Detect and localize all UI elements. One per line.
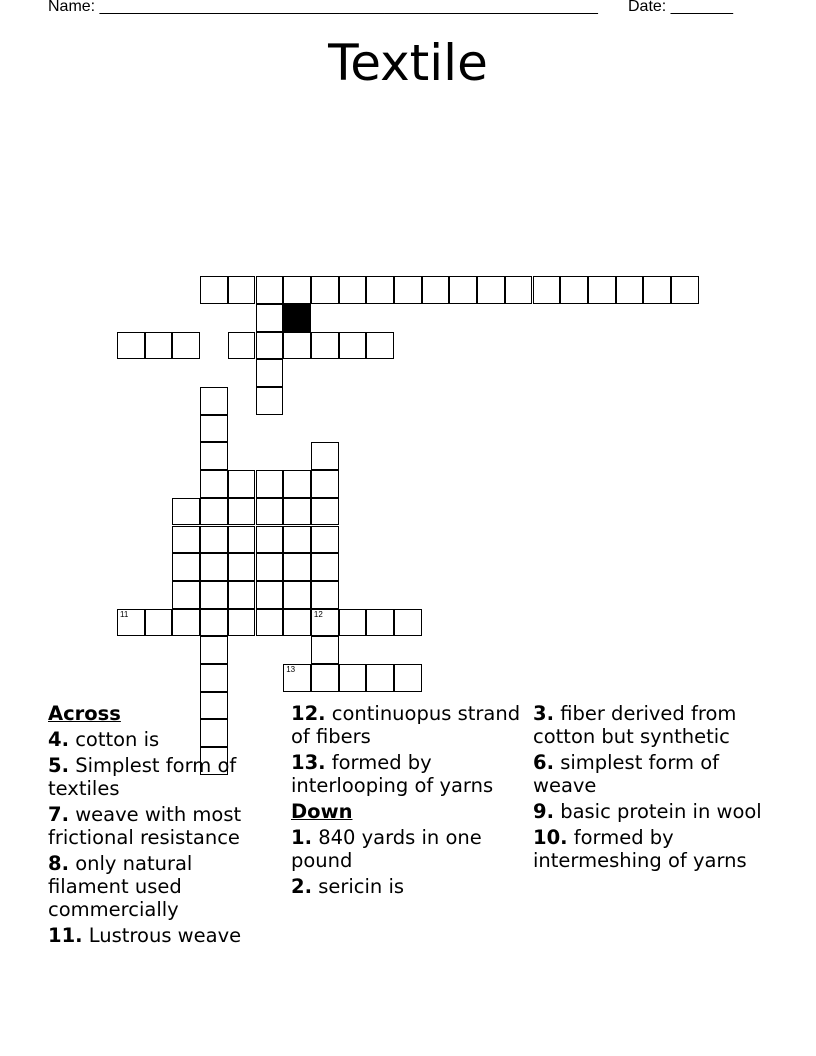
- grid-cell-11: [117, 609, 145, 637]
- grid-cell: [200, 442, 228, 470]
- grid-cell: [256, 359, 284, 387]
- grid-cell: [228, 581, 256, 609]
- grid-cell: [533, 276, 561, 304]
- grid-cell: [200, 498, 228, 526]
- grid-cell: [339, 664, 367, 692]
- grid-cell: [172, 498, 200, 526]
- grid-cell: [228, 609, 256, 637]
- grid-cell: [172, 332, 200, 360]
- clue-across-5: 5. Simplest form of textiles: [48, 754, 237, 800]
- clue-down-9: 9. basic protein in wool: [533, 800, 762, 823]
- clue-across-4: 4. cotton is: [48, 728, 160, 751]
- grid-cell: [283, 498, 311, 526]
- clue-column-1: [48, 702, 278, 950]
- name-field-label: Name: ________________________________________________________: [48, 0, 598, 15]
- grid-cell: [643, 276, 671, 304]
- grid-cell: [200, 581, 228, 609]
- grid-cell: [228, 526, 256, 554]
- grid-cell: [311, 442, 339, 470]
- grid-cell: [256, 304, 284, 332]
- grid-cell: [256, 609, 284, 637]
- clue-down-2: 2. sericin is: [291, 875, 405, 898]
- grid-cell: [339, 609, 367, 637]
- grid-cell: [616, 276, 644, 304]
- grid-cell: [256, 387, 284, 415]
- grid-cell: [283, 581, 311, 609]
- grid-cell: [228, 332, 256, 360]
- grid-cell: [283, 526, 311, 554]
- grid-cell-13: [283, 664, 311, 692]
- grid-cell: [366, 664, 394, 692]
- grid-cell: [228, 553, 256, 581]
- grid-cell: [394, 664, 422, 692]
- grid-cell: [145, 332, 173, 360]
- grid-cell: [200, 664, 228, 692]
- black-square: [283, 304, 311, 332]
- grid-cell: [449, 276, 477, 304]
- grid-cell: [228, 470, 256, 498]
- grid-cell: [311, 581, 339, 609]
- grid-cell: [283, 470, 311, 498]
- grid-cell: [339, 332, 367, 360]
- grid-cell: [311, 553, 339, 581]
- grid-cell: [283, 609, 311, 637]
- across-heading: Across: [48, 702, 121, 725]
- grid-cell: [256, 498, 284, 526]
- down-heading: Down: [291, 800, 353, 823]
- grid-cell: [200, 553, 228, 581]
- grid-cell: [394, 609, 422, 637]
- clue-down-3: 3. fiber derived from cotton but synthetic: [533, 702, 737, 748]
- grid-cell: [256, 332, 284, 360]
- grid-cell: [311, 498, 339, 526]
- grid-cell: [200, 609, 228, 637]
- grid-cell: [200, 387, 228, 415]
- clue-across-7: 7. weave with most frictional resistance: [48, 803, 242, 849]
- clue-down-10: 10. formed by intermeshing of yarns: [533, 826, 747, 872]
- clue-number: 12: [313, 609, 323, 619]
- grid-cell: [228, 498, 256, 526]
- grid-cell: [394, 276, 422, 304]
- grid-cell: [311, 636, 339, 664]
- grid-cell: [311, 470, 339, 498]
- grid-cell: [172, 553, 200, 581]
- grid-cell-12: [311, 609, 339, 637]
- grid-cell: [145, 609, 173, 637]
- grid-cell: [256, 553, 284, 581]
- grid-cell: [172, 581, 200, 609]
- grid-cell: [256, 526, 284, 554]
- clue-column-3: [533, 702, 773, 875]
- grid-cell: [200, 636, 228, 664]
- grid-cell: [311, 526, 339, 554]
- clue-across-8: 8. only natural filament used commercially: [48, 852, 193, 921]
- puzzle-title: Textile: [328, 34, 488, 92]
- clue-down-6: 6. simplest form of weave: [533, 751, 720, 797]
- date-field-label: Date: _______: [628, 0, 733, 15]
- grid-cell: [339, 276, 367, 304]
- grid-cell: [311, 276, 339, 304]
- grid-cell: [256, 470, 284, 498]
- grid-cell: [311, 332, 339, 360]
- clue-number: 11: [120, 609, 129, 619]
- grid-cell: [256, 581, 284, 609]
- grid-cell: [422, 276, 450, 304]
- grid-cell: [228, 276, 256, 304]
- grid-cell: [366, 609, 394, 637]
- clue-down-1: 1. 840 yards in one pound: [291, 826, 482, 872]
- grid-cell: [671, 276, 699, 304]
- grid-cell: [311, 664, 339, 692]
- grid-cell: [200, 276, 228, 304]
- grid-cell: [172, 609, 200, 637]
- grid-cell: [200, 415, 228, 443]
- grid-cell: [366, 332, 394, 360]
- grid-cell: [283, 332, 311, 360]
- clue-across-11: 11. Lustrous weave: [48, 924, 242, 947]
- grid-cell: [283, 276, 311, 304]
- grid-cell: [283, 553, 311, 581]
- clue-across-12: 12. continuopus strand of fibers: [291, 702, 521, 748]
- clue-across-13: 13. formed by interlooping of yarns: [291, 751, 494, 797]
- clue-number: 13: [286, 665, 296, 674]
- grid-cell: [200, 470, 228, 498]
- grid-cell: [200, 526, 228, 554]
- grid-cell: [588, 276, 616, 304]
- grid-cell: [477, 276, 505, 304]
- grid-cell: [505, 276, 533, 304]
- grid-cell: [256, 276, 284, 304]
- grid-cell: [172, 526, 200, 554]
- clue-column-2: [291, 702, 521, 901]
- grid-cell: [366, 276, 394, 304]
- grid-cell: [117, 332, 145, 360]
- grid-cell: [560, 276, 588, 304]
